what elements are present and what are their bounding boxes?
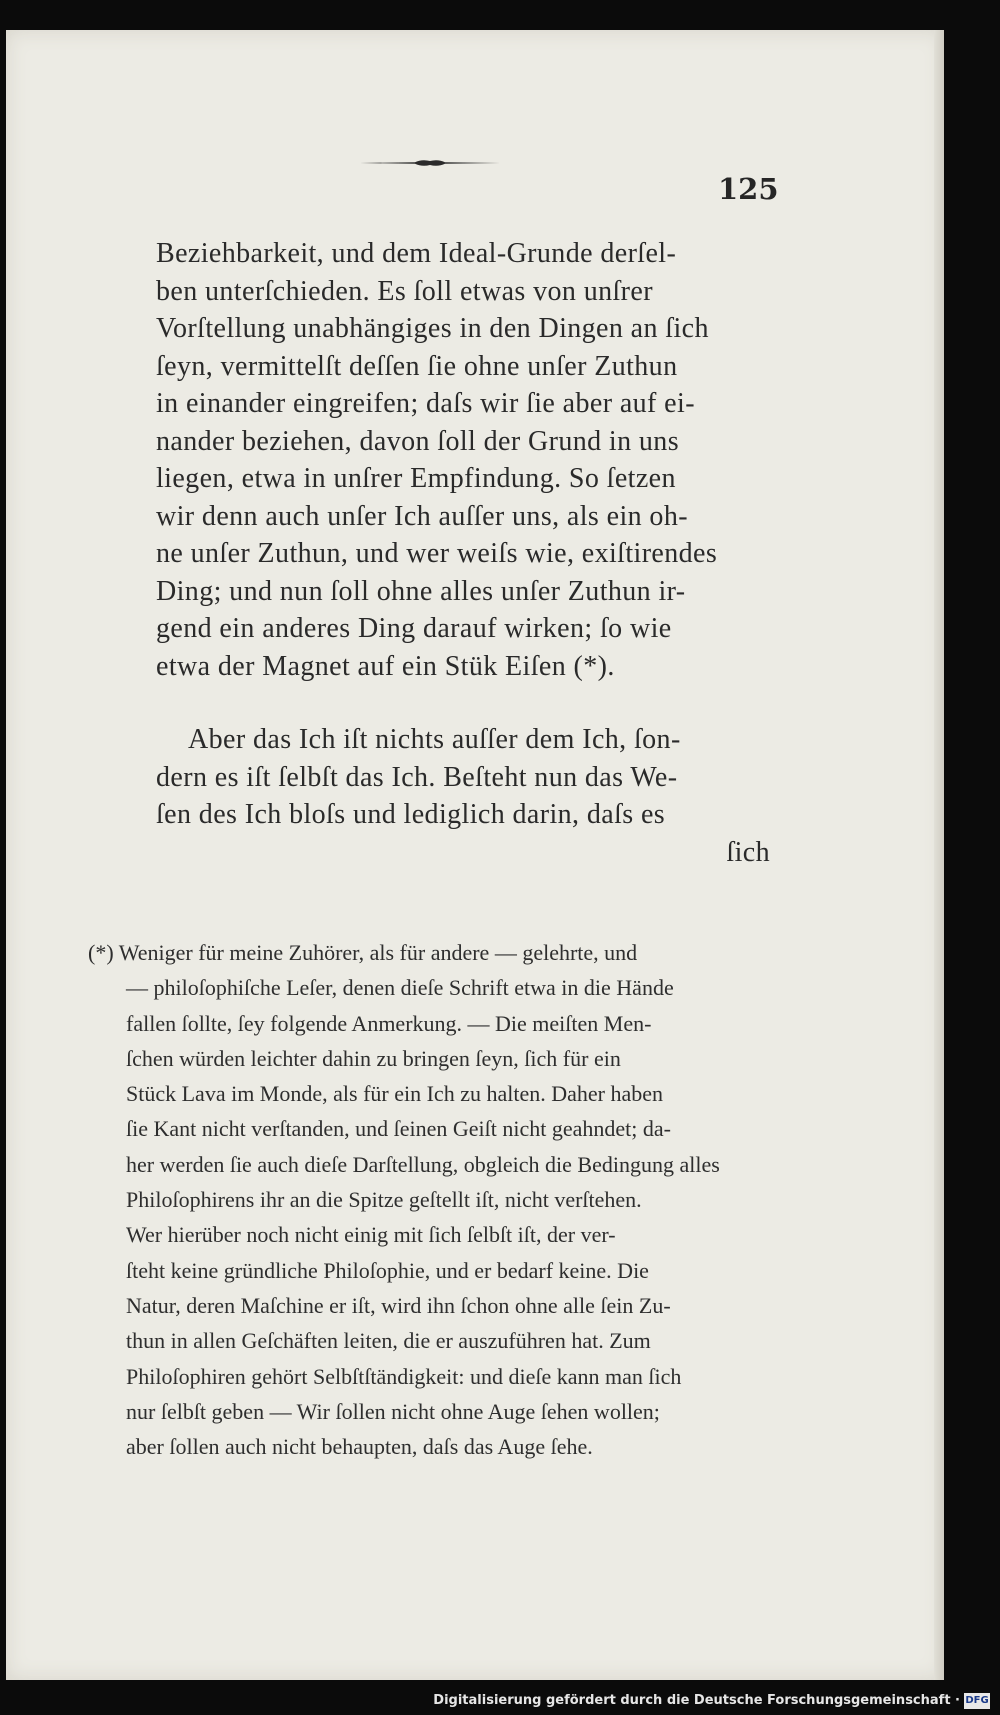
text-line: wir denn auch unſer Ich auſſer uns, als ein oh- bbox=[156, 500, 688, 532]
text-line: nander beziehen, davon ſoll der Grund in uns bbox=[156, 425, 680, 457]
footnote-line: ſteht keine gründliche Philoſophie, und er bedarf keine. Die bbox=[126, 1257, 649, 1283]
page-number: 125 bbox=[718, 172, 779, 206]
text-line: ſen des Ich bloſs und lediglich darin, daſs es bbox=[156, 799, 666, 830]
footnote-line: nur ſelbſt geben — Wir ſollen nicht ohne Auge ſehen wollen; bbox=[126, 1398, 660, 1424]
text-line: ben unterſchieden. Es ſoll etwas von unſrer bbox=[156, 275, 653, 307]
footnote-line: (*) Weniger für meine Zuhörer, als für andere — gelehrte, und bbox=[88, 940, 638, 965]
footnote-line: Philoſophirens ihr an die Spitze geſtellt iſt, nicht verſtehen. bbox=[126, 1187, 642, 1213]
header-ornament bbox=[360, 158, 500, 168]
catchword: ſich bbox=[726, 836, 770, 868]
text-line: gend ein anderes Ding darauf wirken; ſo wie bbox=[156, 613, 672, 644]
text-line: Ding; und nun ſoll ohne alles unſer Zuthun ir- bbox=[156, 575, 686, 607]
digitization-credit: Digitalisierung gefördert durch die Deutsche Forschungsgemeinschaft · bbox=[433, 1693, 960, 1708]
text-line: ſeyn, vermittelſt deſſen ſie ohne unſer Zuthun bbox=[156, 350, 678, 382]
text-line: in einander eingreifen; daſs wir ſie aber auf ei- bbox=[156, 388, 695, 419]
footnote-line: Stück Lava im Monde, als für ein Ich zu halten. Daher haben bbox=[126, 1081, 663, 1107]
paragraph-2 bbox=[156, 721, 770, 871]
text-line: Vorſtellung unabhängiges in den Dingen an ſich bbox=[156, 313, 709, 344]
text-line: ne unſer Zuthun, und wer weiſs wie, exiſtirendes bbox=[156, 538, 718, 569]
text-line: liegen, etwa in unſrer Empfindung. So ſetzen bbox=[156, 463, 676, 494]
main-text bbox=[156, 235, 770, 871]
footer-bar bbox=[0, 1685, 1000, 1715]
footnote bbox=[88, 935, 768, 1464]
footnote-line: ſie Kant nicht verſtanden, und ſeinen Geiſt nicht geahndet; da- bbox=[126, 1116, 671, 1142]
book-page bbox=[6, 30, 944, 1680]
footnote-line: — philoſophiſche Leſer, denen dieſe Schrift etwa in die Hände bbox=[126, 975, 674, 1001]
footnote-line: her werden ſie auch dieſe Darſtellung, obgleich die Bedingung alles bbox=[126, 1151, 720, 1177]
text-line: etwa der Magnet auf ein Stük Eiſen (*). bbox=[156, 650, 615, 682]
footnote-line: Natur, deren Maſchine er iſt, wird ihn ſchon ohne alle ſein Zu- bbox=[126, 1292, 671, 1318]
footnote-line: ſchen würden leichter dahin zu bringen ſeyn, ſich für ein bbox=[126, 1045, 621, 1071]
footnote-line: Wer hierüber noch nicht einig mit ſich ſelbſt iſt, der ver- bbox=[126, 1222, 616, 1248]
footnote-line: thun in allen Geſchäften leiten, die er auszuführen hat. Zum bbox=[126, 1328, 651, 1354]
text-line: Aber das Ich iſt nichts auſſer dem Ich, ſon- bbox=[188, 724, 681, 755]
footnote-line: Philoſophiren gehört Selbſtſtändigkeit: und dieſe kann man ſich bbox=[126, 1363, 682, 1389]
text-line: Beziehbarkeit, und dem Ideal-Grunde derſel- bbox=[156, 238, 677, 269]
text-line: dern es iſt ſelbſt das Ich. Beſteht nun das We- bbox=[156, 761, 678, 793]
paragraph-1 bbox=[156, 235, 770, 685]
footnote-line: fallen ſollte, ſey folgende Anmerkung. — Die meiſten Men- bbox=[126, 1010, 652, 1036]
dfg-logo: DFG bbox=[964, 1693, 990, 1709]
footnote-line: aber ſollen auch nicht behaupten, daſs das Auge ſehe. bbox=[126, 1434, 593, 1460]
page-edge bbox=[934, 30, 944, 1680]
